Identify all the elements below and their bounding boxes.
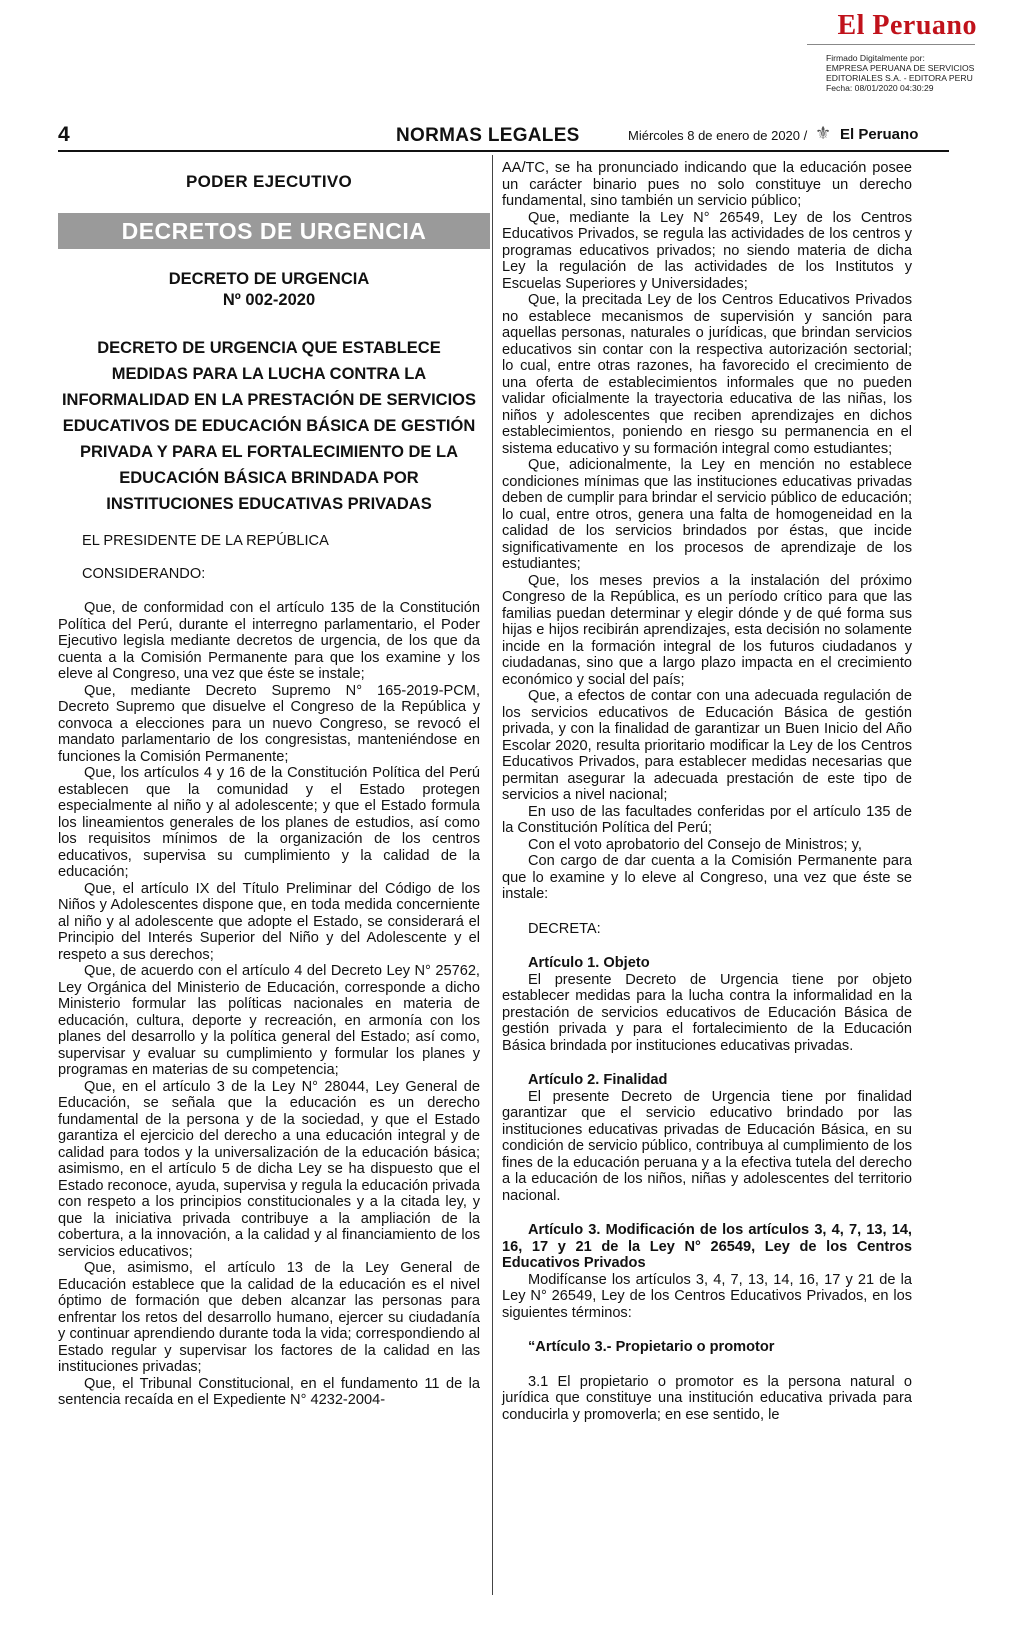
signature-line: Fecha: 08/01/2020 04:30:29 bbox=[826, 83, 934, 93]
section-heading: PODER EJECUTIVO bbox=[185, 172, 353, 191]
article-1-text: El presente Decreto de Urgencia tiene por objeto establecer medidas para la lucha contra la informalidad en la prestación de servicios educativos de Educación Básica de gestión privada y para el fortalecimiento de la Educación Básica brindada por instituciones educativas privadas. bbox=[502, 971, 912, 1054]
paragraph: En uso de las facultades conferidas por el artículo 135 de la Constitución Política del Perú; bbox=[502, 803, 912, 836]
right-column bbox=[502, 160, 912, 1423]
paragraph: Que, en el artículo 3 de la Ley N° 28044, Ley General de Educación, se señala que la educación es un derecho fundamental de la persona y de la sociedad, y que el Estado garantiza el ejercicio del derecho a una educación integral y de calidad para todos y la universalización de la educación básica; asimismo, en el artículo 5 de dicha Ley se ha dispuesto que el Estado reconoce, ayuda, supervisa y regula la educación privada con respeto a los principios constitucionales y a la citada ley, y que la iniciativa privada contribuye a la ampliación de la cobertura, a la innovación, a la calidad y al financiamiento de los servicios educativos; bbox=[58, 1078, 480, 1260]
paragraph: Que, el artículo IX del Título Preliminar del Código de los Niños y Adolescentes dispone que, en toda medida concerniente al niño y al adolescente que adopte el Estado, se considerará el Principio del Interés Superior del Niño y del Adolescente y el respeto a sus derechos; bbox=[58, 880, 480, 963]
column-separator bbox=[492, 155, 493, 1595]
article-2-title: Artículo 2. Finalidad bbox=[528, 1072, 668, 1088]
signature-line: EMPRESA PERUANA DE SERVICIOS bbox=[826, 63, 975, 73]
paragraph: Que, de acuerdo con el artículo 4 del Decreto Ley N° 25762, Ley Orgánica del Ministerio de Educación, corresponde a dicho Ministerio formular las políticas nacionales en materia de educación, cultura, deporte y recreación, en armonía con los planes del desarrollo y la política general del Estado; así como, supervisar y evaluar su cumplimiento y formular los planes y programas en materias de su competencia; bbox=[58, 963, 480, 1078]
header-rule bbox=[58, 150, 949, 152]
paragraph: Que, de conformidad con el artículo 135 de la Constitución Política del Perú, durante el interregno parlamentario, el Poder Ejecutivo legisla mediante decretos de urgencia, de los que da cuenta a la Comisión Permanente para que los examine y los eleve al Congreso, una vez que éste se instale; bbox=[58, 600, 480, 682]
paragraph: Con cargo de dar cuenta a la Comisión Permanente para que lo examine y lo eleve al Congreso, una vez que éste se instale: bbox=[502, 853, 912, 902]
el-peruano-logo: El Peruano bbox=[837, 10, 977, 41]
decree-title-line: DECRETO DE URGENCIA bbox=[168, 270, 370, 288]
article-2-text: El presente Decreto de Urgencia tiene por finalidad garantizar que el servicio educativo brindado por las instituciones educativas privadas de Educación Básica, en su condición de servicio público, contribuya al cumplimiento de los fines de la educación peruana y a la efectiva tutela del derecho a la educación de los niños, niñas y adolescentes del territorio nacional. bbox=[502, 1088, 912, 1204]
article-3-text: Modifícanse los artículos 3, 4, 7, 13, 14, 16, 17 y 21 de la Ley N° 26549, Ley de los Centros Educativos Privados, en los siguientes términos: bbox=[502, 1271, 912, 1321]
article-3-1-text: 3.1 El propietario o promotor es la persona natural o jurídica que constituye una institución educativa privada para conducirla y promoverla; en ese sentido, le bbox=[502, 1373, 912, 1423]
category-band: DECRETOS DE URGENCIA bbox=[58, 213, 490, 250]
digital-signature bbox=[826, 53, 996, 93]
signature-line: Firmado Digitalmente por: bbox=[826, 53, 925, 63]
paragraph: Que, mediante Decreto Supremo N° 165-2019-PCM, Decreto Supremo que disuelve el Congreso de la República y convoca a elecciones para un nuevo Congreso, se revocó el mandato parlamentario de los congresistas, manteniéndose en funciones la Comisión Permanente; bbox=[58, 682, 480, 765]
signature-line: EDITORIALES S.A. - EDITORA PERU bbox=[826, 73, 973, 83]
paragraph: Que, los meses previos a la instalación del próximo Congreso de la República, es un período crítico para que las familias puedan determinar y elegir dónde y de qué forma sus hijas e hijos recibirán aprendizajes, esta decisión no solamente incide en la formación integral de los futuros ciudadanos y ciudadanas, sino que a largo plazo impacta en el crecimiento económico y social del país; bbox=[502, 572, 912, 688]
paragraph: Que, la precitada Ley de los Centros Educativos Privados no establece mecanismos de supervisión y sanción para aquellas personas, naturales o jurídicas, que brindan servicios educativos sin contar con la respectiva autorización sectorial; lo cual, entre otras razones, ha favorecido el crecimiento de una oferta de establecimientos informales que no pueden validar oficialmente la trayectoria educativa de las niñas, los niños y adolescentes que reciben aprendizajes en dichos establecimientos, poniendo en riesgo su permanencia en el sistema educativo y su formación integral como estudiantes; bbox=[502, 292, 912, 457]
decree-subject: DECRETO DE URGENCIA QUE ESTABLECE MEDIDAS PARA LA LUCHA CONTRA LA INFORMALIDAD EN LA PRESTACIÓN DE SERVICIOS EDUCATIVOS DE EDUCACIÓN BÁSICA DE GESTIÓN PRIVADA Y PARA EL FORTALECIMIENTO DE LA EDUCACIÓN BÁSICA BRINDADA POR INSTITUCIONES EDUCATIVAS PRIVADAS bbox=[61, 339, 477, 513]
page-number: 4 bbox=[58, 123, 70, 146]
article-3-title: Artículo 3. Modificación de los artículos 3, 4, 7, 13, 14, 16, 17 y 21 de la Ley N° 26549, Ley de los Centros Educativos Privados bbox=[502, 1222, 912, 1271]
article-1-title: Artículo 1. Objeto bbox=[528, 955, 650, 971]
publication-title: NORMAS LEGALES bbox=[396, 125, 580, 146]
paragraph: Que, el Tribunal Constitucional, en el fundamento 11 de la sentencia recaída en el Expediente N° 4232-2004- bbox=[58, 1375, 480, 1408]
considerando-line: CONSIDERANDO: bbox=[82, 565, 206, 582]
header-brand: El Peruano bbox=[840, 126, 919, 143]
coat-of-arms-icon: ⚜ bbox=[815, 123, 832, 143]
paragraph: Que, adicionalmente, la Ley en mención no establece condiciones mínimas que las instituciones educativas privadas deben de cumplir para brindar el servicio público de educación; lo cual, entre otros, genera una falta de homogeneidad en la calidad de los servicios brindados por éstas, que incide significativamente en los procesos de aprendizaje de los estudiantes; bbox=[502, 457, 912, 572]
page-header bbox=[58, 123, 949, 149]
paragraph: Que, los artículos 4 y 16 de la Constitución Política del Perú establecen que la comunidad y el Estado protegen especialmente al niño y al adolescente; y que el Estado formula los lineamientos generales de los planes de estudios, así como los requisitos mínimos de la organización de los centros educativos, supervisa su cumplimiento y la calidad de la educación; bbox=[58, 765, 480, 880]
decreta-heading: DECRETA: bbox=[528, 920, 601, 937]
decree-title bbox=[58, 269, 480, 311]
paragraph: Que, mediante la Ley N° 26549, Ley de los Centros Educativos Privados, se regula las actividades de los centros y programas educativos privados; no siendo materia de dicha Ley la regulación de las actividades de los Institutos y Escuelas Superiores y Universidades; bbox=[502, 209, 912, 292]
logo-underline bbox=[807, 44, 975, 51]
paragraph: Que, asimismo, el artículo 13 de la Ley General de Educación establece que la calidad de la educación es el nivel óptimo de formación que deben alcanzar las personas para enfrentar los retos del desarrollo humano, ejercer su ciudadanía y continuar aprendiendo durante toda la vida; correspondiendo al Estado regular y supervisar los factores de la calidad en las instituciones privadas; bbox=[58, 1260, 480, 1375]
president-line: EL PRESIDENTE DE LA REPÚBLICA bbox=[82, 533, 329, 549]
left-column bbox=[58, 172, 480, 1409]
issue-date: Miércoles 8 de enero de 2020 / bbox=[628, 128, 808, 143]
paragraph: Que, a efectos de contar con una adecuada regulación de los servicios educativos de Educación Básica de gestión privada, y con la finalidad de garantizar un Buen Inicio del Año Escolar 2020, resulta prioritario modificar la Ley de los Centros Educativos Privados, para establecer medidas necesarias que permitan asegurar la adecuada prestación de este tipo de servicios a nivel nacional; bbox=[502, 688, 912, 803]
paragraph: Con el voto aprobatorio del Consejo de Ministros; y, bbox=[528, 836, 862, 853]
decree-number: Nº 002-2020 bbox=[222, 291, 316, 309]
paragraph: AA/TC, se ha pronunciado indicando que la educación posee un carácter binario pues no solo constituye un derecho fundamental, sino también un servicio público; bbox=[502, 160, 912, 209]
quoted-article-title: “Artículo 3.- Propietario o promotor bbox=[528, 1339, 775, 1355]
